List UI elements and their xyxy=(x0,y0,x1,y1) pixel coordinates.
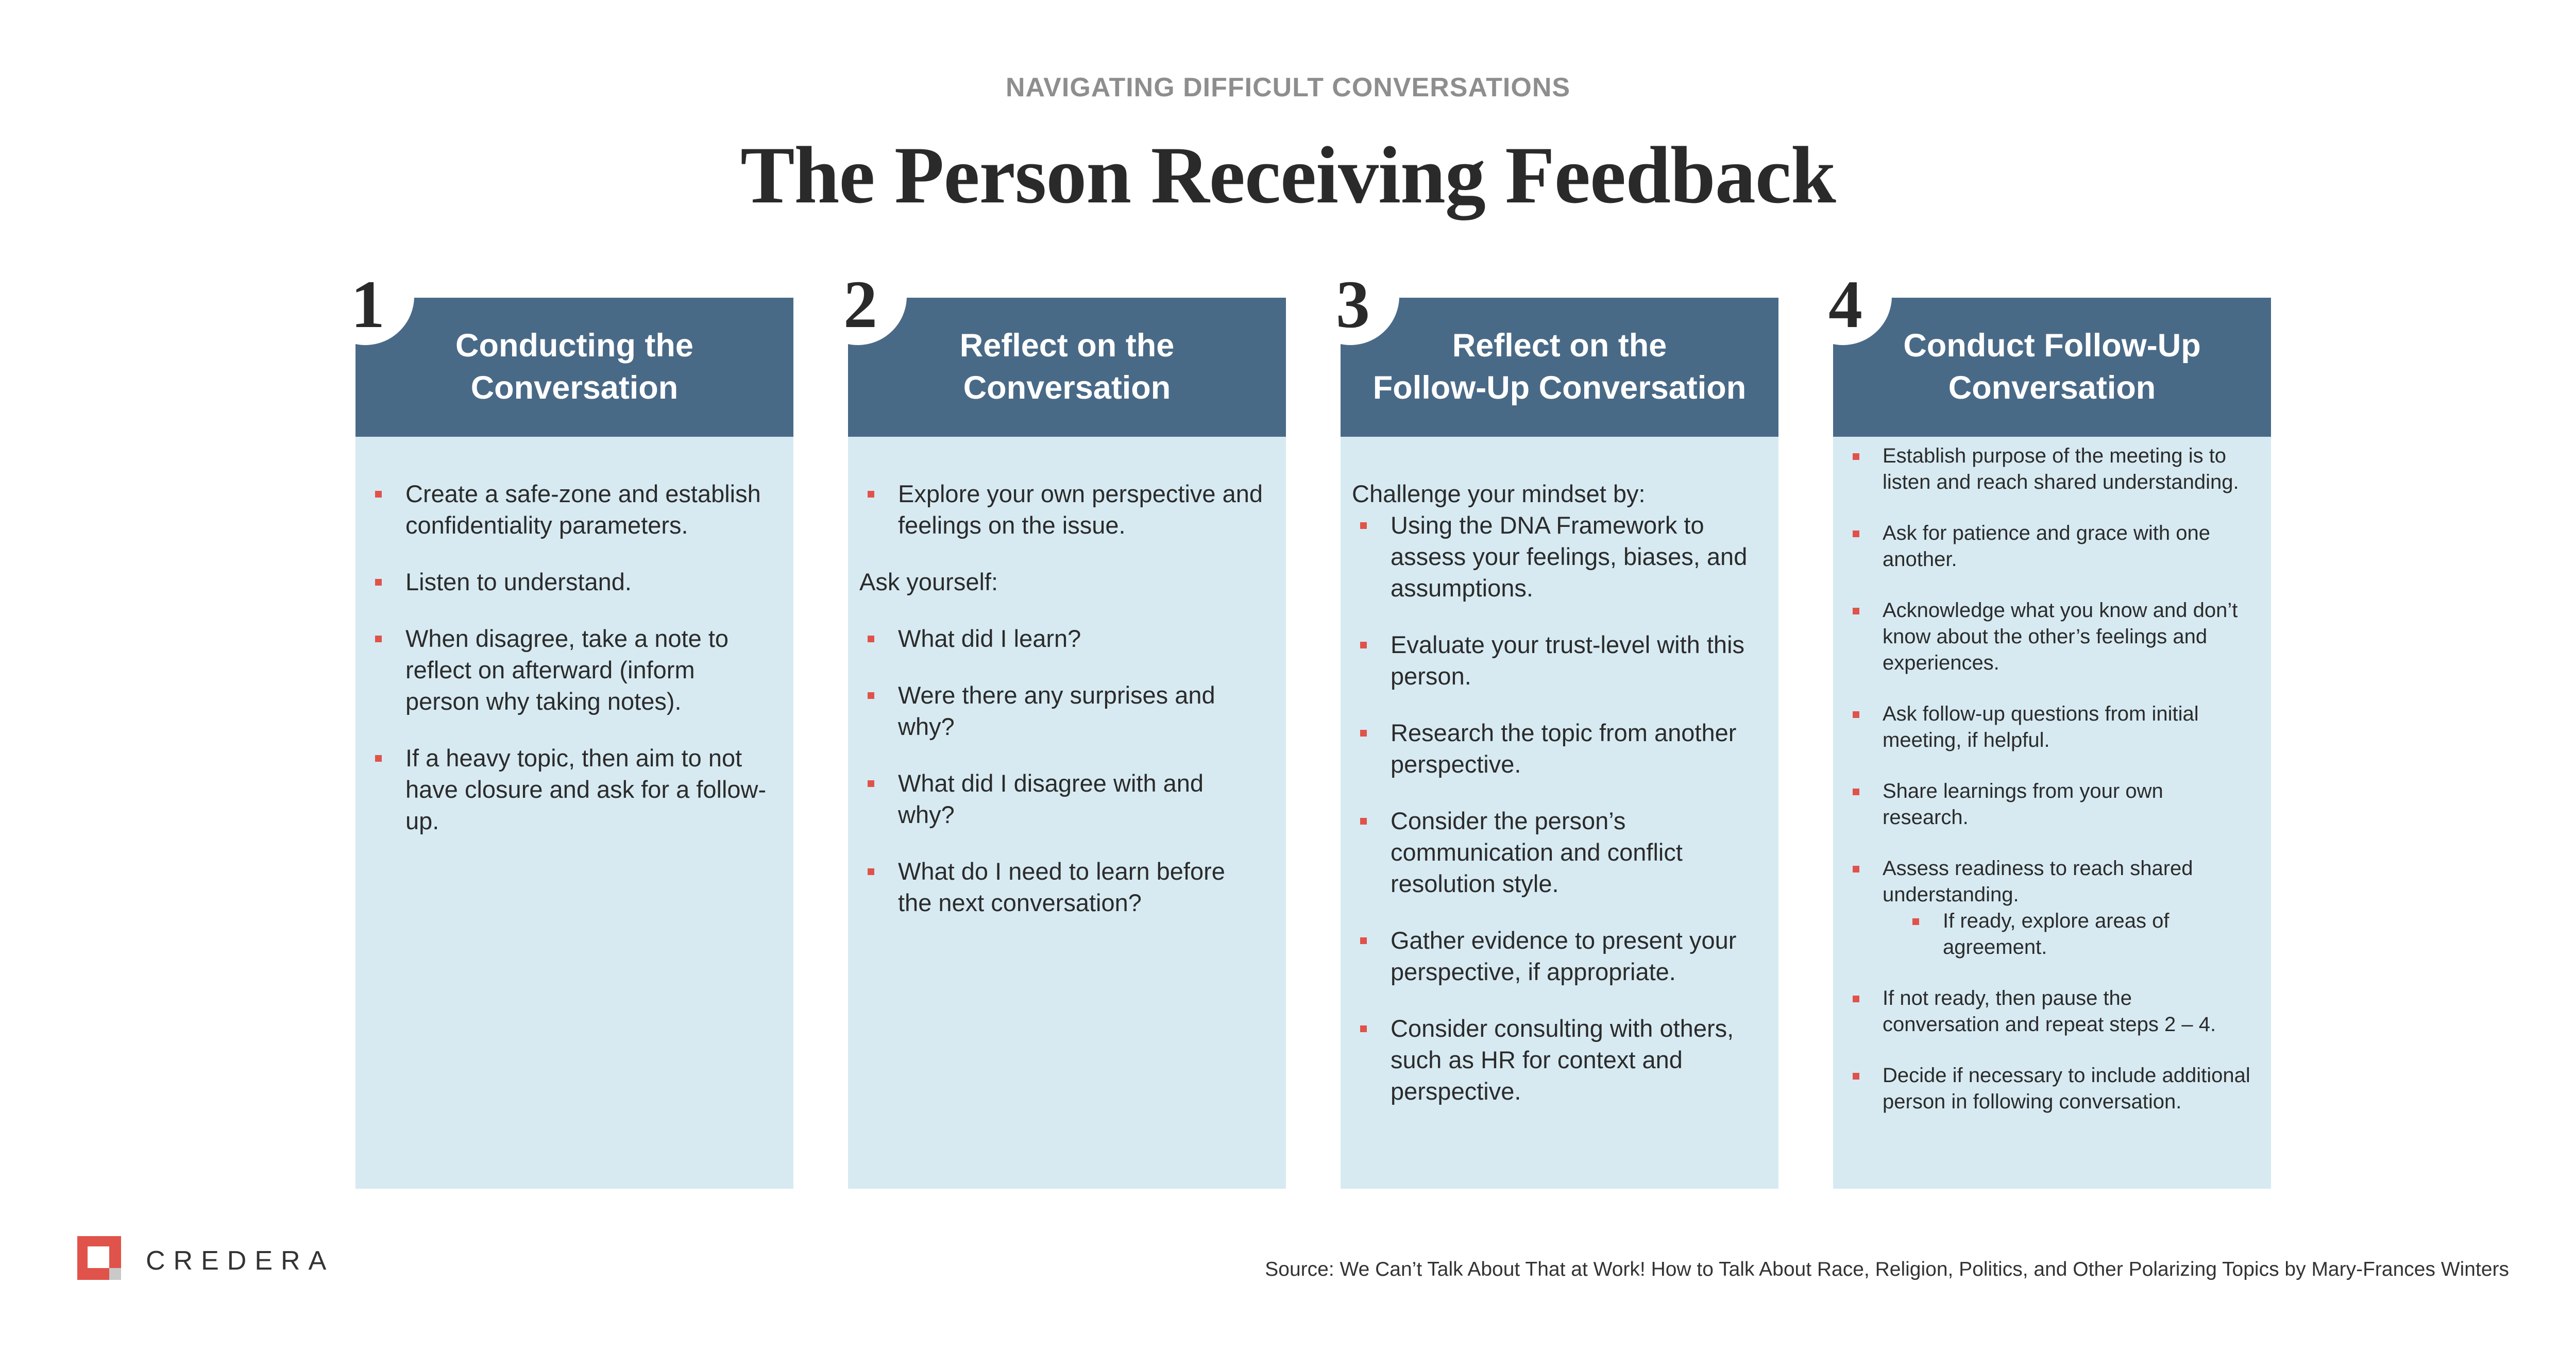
list-item: What did I learn? xyxy=(848,623,1286,654)
list-item: Listen to understand. xyxy=(355,566,793,597)
credera-logo-icon xyxy=(77,1236,121,1280)
list-item: Were there any surprises and why? xyxy=(848,679,1286,742)
list-item: Explore your own perspective and feelings on the issue. xyxy=(848,478,1286,541)
step-card-header xyxy=(1341,298,1778,437)
list-item: What do I need to learn before the next conversation? xyxy=(848,855,1286,918)
list-item: Share learnings from your own research. xyxy=(1833,778,2271,831)
card-title-line: Follow-Up Conversation xyxy=(1372,370,1747,406)
step-card-4 xyxy=(1828,266,2271,1189)
list-item: When disagree, take a note to reflect on afterward (inform person why taking notes). xyxy=(355,623,793,717)
list-item: Research the topic from another perspective. xyxy=(1341,717,1778,780)
list-item: Assess readiness to reach shared understanding. xyxy=(1833,855,2271,908)
list-item: Using the DNA Framework to assess your feelings, biases, and assumptions. xyxy=(1341,509,1778,604)
list-item: Ask follow-up questions from initial meeting, if helpful. xyxy=(1833,701,2271,754)
card-title-line: Conducting the xyxy=(455,328,693,364)
list-item: Ask for patience and grace with one another. xyxy=(1833,520,2271,573)
step-card-3 xyxy=(1336,266,1778,1189)
page-title: The Person Receiving Feedback xyxy=(740,130,1836,220)
step-card-header xyxy=(848,298,1286,437)
step-number: 4 xyxy=(1828,266,1862,342)
list-item: Acknowledge what you know and don’t know about the other’s feelings and experiences. xyxy=(1833,597,2271,676)
page-kicker: NAVIGATING DIFFICULT CONVERSATIONS xyxy=(1005,73,1571,102)
card-intro: Challenge your mindset by: xyxy=(1352,480,1646,507)
card-title-line: Conversation xyxy=(1948,370,2156,406)
step-card-header xyxy=(355,298,793,437)
list-item: Gather evidence to present your perspective, if appropriate. xyxy=(1341,925,1778,987)
step-card-header xyxy=(1833,298,2271,437)
list-item: What did I disagree with and why? xyxy=(848,767,1286,830)
list-item: Establish purpose of the meeting is to listen and reach shared understanding. xyxy=(1833,443,2271,495)
list-item: Decide if necessary to include additional person in following conversation. xyxy=(1833,1063,2271,1115)
card-body xyxy=(1833,437,2271,1115)
step-number: 1 xyxy=(351,266,385,342)
card-title-line: Conversation xyxy=(470,370,679,406)
list-item: Create a safe-zone and establish confidentiality parameters. xyxy=(355,478,793,541)
card-title-line: Conduct Follow-Up xyxy=(1903,328,2201,364)
list-item: Consider the person’s communication and conflict resolution style. xyxy=(1341,805,1778,899)
step-number: 3 xyxy=(1336,266,1370,342)
list-item: Evaluate your trust-level with this person. xyxy=(1341,629,1778,692)
step-card-2 xyxy=(843,266,1286,1189)
list-item: If a heavy topic, then aim to not have closure and ask for a follow-up. xyxy=(355,742,793,836)
source-citation: Source: We Can’t Talk About That at Work! How to Talk About Race, Religion, Politics, and Other Polarizing Topics by Mary-Frances Winters xyxy=(1265,1258,2509,1280)
card-title-line: Reflect on the xyxy=(959,328,1175,364)
sub-list-item: If ready, explore areas of agreement. xyxy=(1833,908,2271,961)
step-number: 2 xyxy=(843,266,877,342)
ask-yourself-label: Ask yourself: xyxy=(859,568,998,595)
step-card-1 xyxy=(351,266,793,1189)
card-body xyxy=(848,437,1286,918)
list-item: If not ready, then pause the conversation and repeat steps 2 – 4. xyxy=(1833,985,2271,1038)
list-item: Consider consulting with others, such as HR for context and perspective. xyxy=(1341,1013,1778,1107)
card-title-line: Reflect on the xyxy=(1452,328,1667,364)
card-body xyxy=(355,437,793,836)
brand-name: CREDERA xyxy=(146,1246,335,1276)
card-title-line: Conversation xyxy=(963,370,1171,406)
card-body xyxy=(1341,437,1778,1107)
